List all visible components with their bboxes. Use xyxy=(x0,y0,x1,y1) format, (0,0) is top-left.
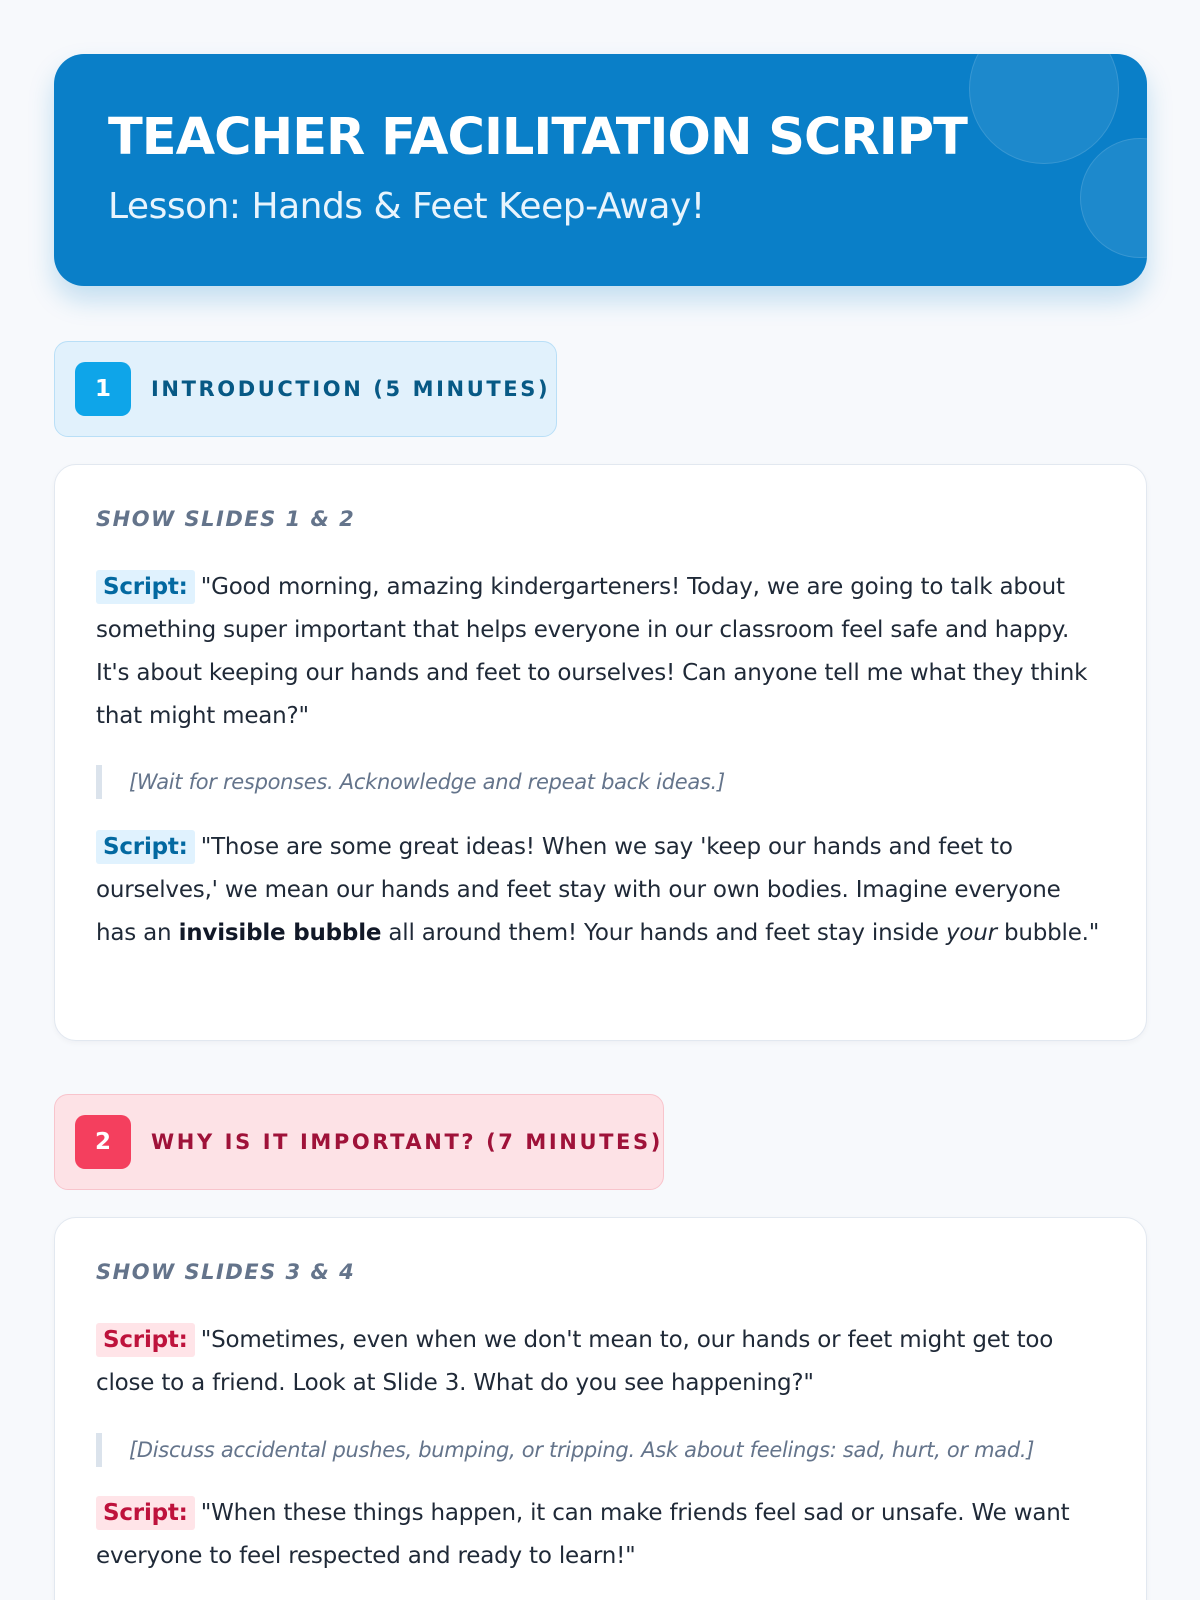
script-text: "Sometimes, even when we don't mean to, our hands or feet might get too close to a friend. Look at Slide 3. What do you see happening?" xyxy=(96,1327,1054,1396)
slide-note: SHOW SLIDES 3 & 4 xyxy=(96,1260,356,1284)
section-title: WHY IS IT IMPORTANT? (7 MINUTES) xyxy=(151,1130,663,1154)
decorative-bubble xyxy=(1080,138,1147,258)
teacher-cue: [Discuss accidental pushes, bumping, or tripping. Ask about feelings: sad, hurt, or mad.] xyxy=(96,1433,1106,1467)
script-label: Script: xyxy=(96,1323,195,1357)
script-label: Script: xyxy=(96,830,195,864)
script-text: "Those are some great ideas! When we say 'keep our hands and feet to ourselves,' we mean our hands and feet stay with our own bodies. Imagine everyone has an xyxy=(96,834,1061,946)
lesson-subtitle: Lesson: Hands & Feet Keep-Away! xyxy=(108,186,705,227)
header-banner xyxy=(54,54,1147,286)
page-title: TEACHER FACILITATION SCRIPT xyxy=(108,108,967,167)
script-label: Script: xyxy=(96,1496,195,1530)
section-header-why-important xyxy=(54,1094,664,1190)
script-text: "When these things happen, it can make friends feel sad or unsafe. We want everyone to feel respected and ready to learn!" xyxy=(96,1500,1070,1569)
decorative-bubble xyxy=(969,54,1119,164)
script-text: all around them! Your hands and feet stay inside xyxy=(381,920,946,946)
section-number-badge: 2 xyxy=(75,1115,131,1169)
script-text-italic: your xyxy=(945,920,997,946)
teacher-cue: [Wait for responses. Acknowledge and repeat back ideas.] xyxy=(96,765,1106,799)
script-paragraph xyxy=(96,566,1106,738)
section-header-introduction xyxy=(54,341,557,437)
section-title: INTRODUCTION (5 MINUTES) xyxy=(151,377,551,401)
script-text-bold: invisible bubble xyxy=(178,920,382,946)
script-paragraph xyxy=(96,1492,1106,1578)
section-card-introduction xyxy=(54,464,1147,1041)
script-label: Script: xyxy=(96,570,195,604)
script-paragraph xyxy=(96,1319,1106,1405)
script-paragraph xyxy=(96,826,1106,955)
section-card-why-important xyxy=(54,1217,1147,1600)
slide-note: SHOW SLIDES 1 & 2 xyxy=(96,507,356,531)
script-text: "Good morning, amazing kindergarteners! Today, we are going to talk about something super important that helps everyone in our classroom feel safe and happy. It's about keeping our hands and feet to ourselves! Can anyone tell me what they think that might mean?" xyxy=(96,574,1088,729)
script-text: bubble." xyxy=(996,920,1100,946)
section-number-badge: 1 xyxy=(75,362,131,416)
